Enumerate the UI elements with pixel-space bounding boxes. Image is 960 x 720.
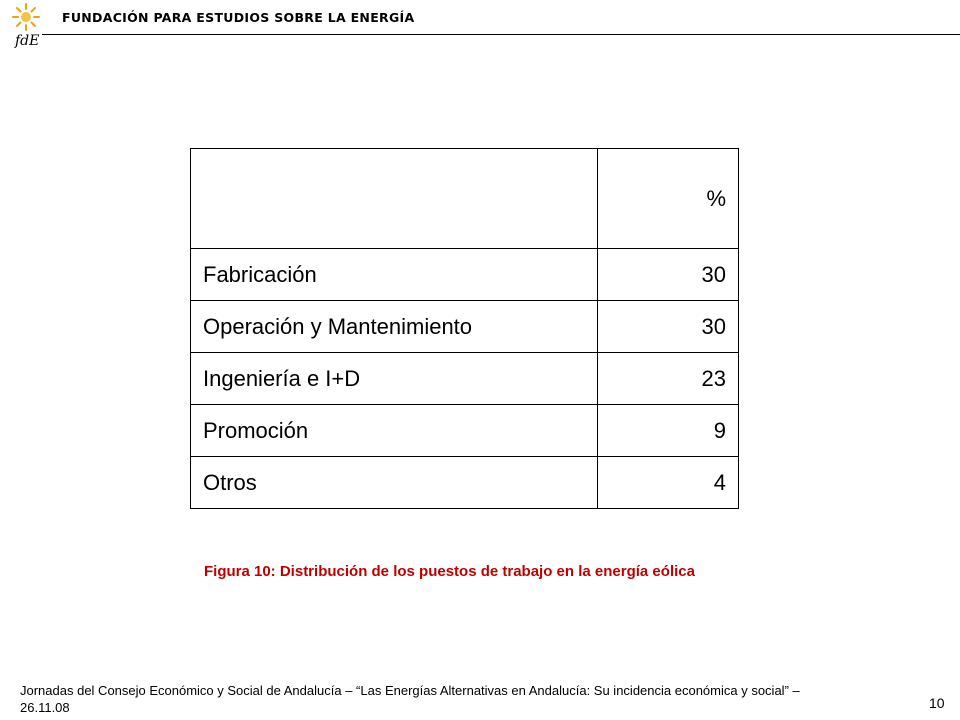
table-header-row (191, 149, 739, 249)
figure-caption: Figura 10: Distribución de los puestos de trabajo en la energía eólica (204, 563, 695, 580)
row-label: Promoción (191, 405, 598, 457)
row-value: 23 (598, 353, 739, 405)
header-label-cell (191, 149, 598, 249)
sun-logo-icon (6, 2, 46, 48)
logo-text: fdE (15, 33, 40, 48)
foundation-logo (6, 2, 46, 48)
row-label: Fabricación (191, 249, 598, 301)
row-label: Operación y Mantenimiento (191, 301, 598, 353)
table-row (191, 457, 739, 509)
row-label: Otros (191, 457, 598, 509)
jobs-distribution-table (190, 148, 739, 509)
table-row (191, 301, 739, 353)
row-label: Ingeniería e I+D (191, 353, 598, 405)
page-number: 10 (929, 695, 945, 711)
row-value: 4 (598, 457, 739, 509)
footer-event-text: Jornadas del Consejo Económico y Social de Andalucía – “Las Energías Alternativas en Andalucía: Su incidencia económica y social” – 26.11.08 (20, 683, 800, 715)
table-row (191, 249, 739, 301)
row-value: 9 (598, 405, 739, 457)
row-value: 30 (598, 249, 739, 301)
header-percent-cell: % (598, 149, 739, 249)
table-row (191, 405, 739, 457)
table-row (191, 353, 739, 405)
row-value: 30 (598, 301, 739, 353)
header-divider (42, 34, 960, 35)
organization-title: FUNDACIÓN PARA ESTUDIOS SOBRE LA ENERGÍA (62, 10, 415, 25)
